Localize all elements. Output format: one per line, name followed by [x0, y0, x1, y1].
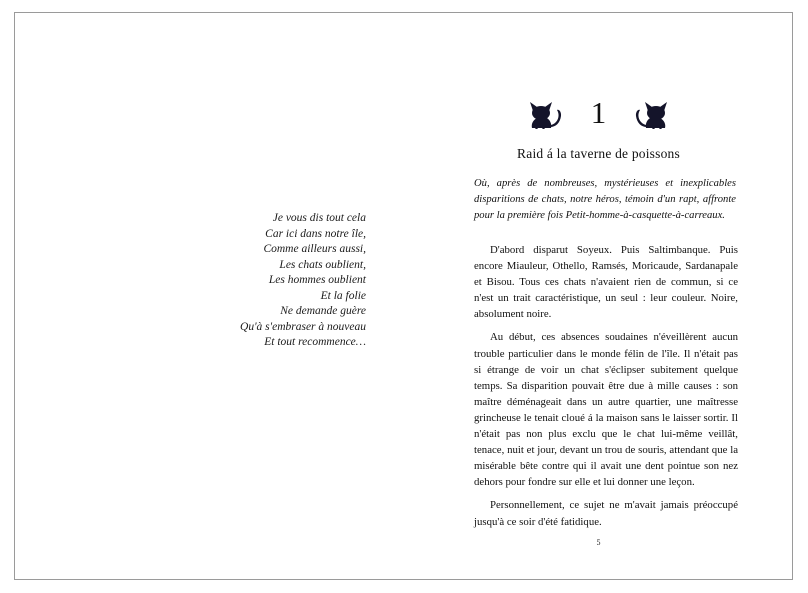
- cat-silhouette-icon: [523, 98, 565, 130]
- chapter-body: [474, 242, 738, 530]
- body-paragraph: Personnellement, ce sujet ne m'avait jamais préoccupé jusqu'à ce soir d'été fatidique.: [474, 499, 738, 528]
- epigraph-line: Comme ailleurs aussi,: [263, 243, 366, 255]
- verso-page: [15, 13, 404, 579]
- cat-silhouette-icon: [632, 98, 674, 130]
- epigraph-poem: [116, 211, 366, 351]
- chapter-header: [404, 91, 793, 162]
- chapter-title: Raid á la taverne de poissons: [517, 146, 680, 161]
- chapter-number-row: [404, 91, 793, 137]
- page-number: 5: [596, 538, 601, 547]
- epigraph-line: Et la folie: [320, 289, 366, 302]
- epigraph-line: Et tout recommence…: [264, 336, 366, 348]
- epigraph-line: Les chats oublient,: [279, 258, 366, 271]
- body-paragraph: Au début, ces absences soudaines n'éveillèrent aucun trouble particulier dans le monde félin de l'île. Il n'était pas si étrange de voir un chat s'éclipser subitement quelque temps. Sa disparition pouvait être due à mille causes : son maître déménageait dans un autre quartier, une maîtresse grincheuse le tenait cloué á la maison sans le laisser sortir. Il n'était pas non plus exclu que le chat lui-même veillât, tenace, nuit et jour, devant un trou de souris, attendant que la misérable bête contre qui il avait une dent pointue son nez dehors pour fondre sur elle et lui donner une leçon.: [474, 331, 738, 489]
- recto-page: [404, 13, 793, 579]
- epigraph-line: Les hommes oublient: [268, 274, 366, 286]
- epigraph-line: Ne demande guère: [280, 305, 366, 317]
- body-paragraph: D'abord disparut Soyeux. Puis Saltimbanque. Puis encore Miauleur, Othello, Ramsés, Moricaude, Sardanapale et Bisou. Tous ces chats n'avaient rien de commun, si ce n'est un trait caractéristique, un seul : leur couleur. Noire, absolument noire.: [474, 244, 738, 321]
- book-spread: [14, 12, 793, 580]
- epigraph-line: Je vous dis tout cela: [272, 212, 366, 224]
- chapter-summary: Où, après de nombreuses, mystérieuses et inexplicables disparitions de chats, notre héros, témoin d'un rapt, affronte pour la première fois Petit-homme-à-casquette-à-carreaux.: [474, 178, 736, 221]
- chapter-number: 1: [590, 94, 607, 130]
- epigraph-line: Qu'à s'embraser à nouveau: [240, 320, 366, 333]
- epigraph-line: Car ici dans notre île,: [265, 227, 366, 240]
